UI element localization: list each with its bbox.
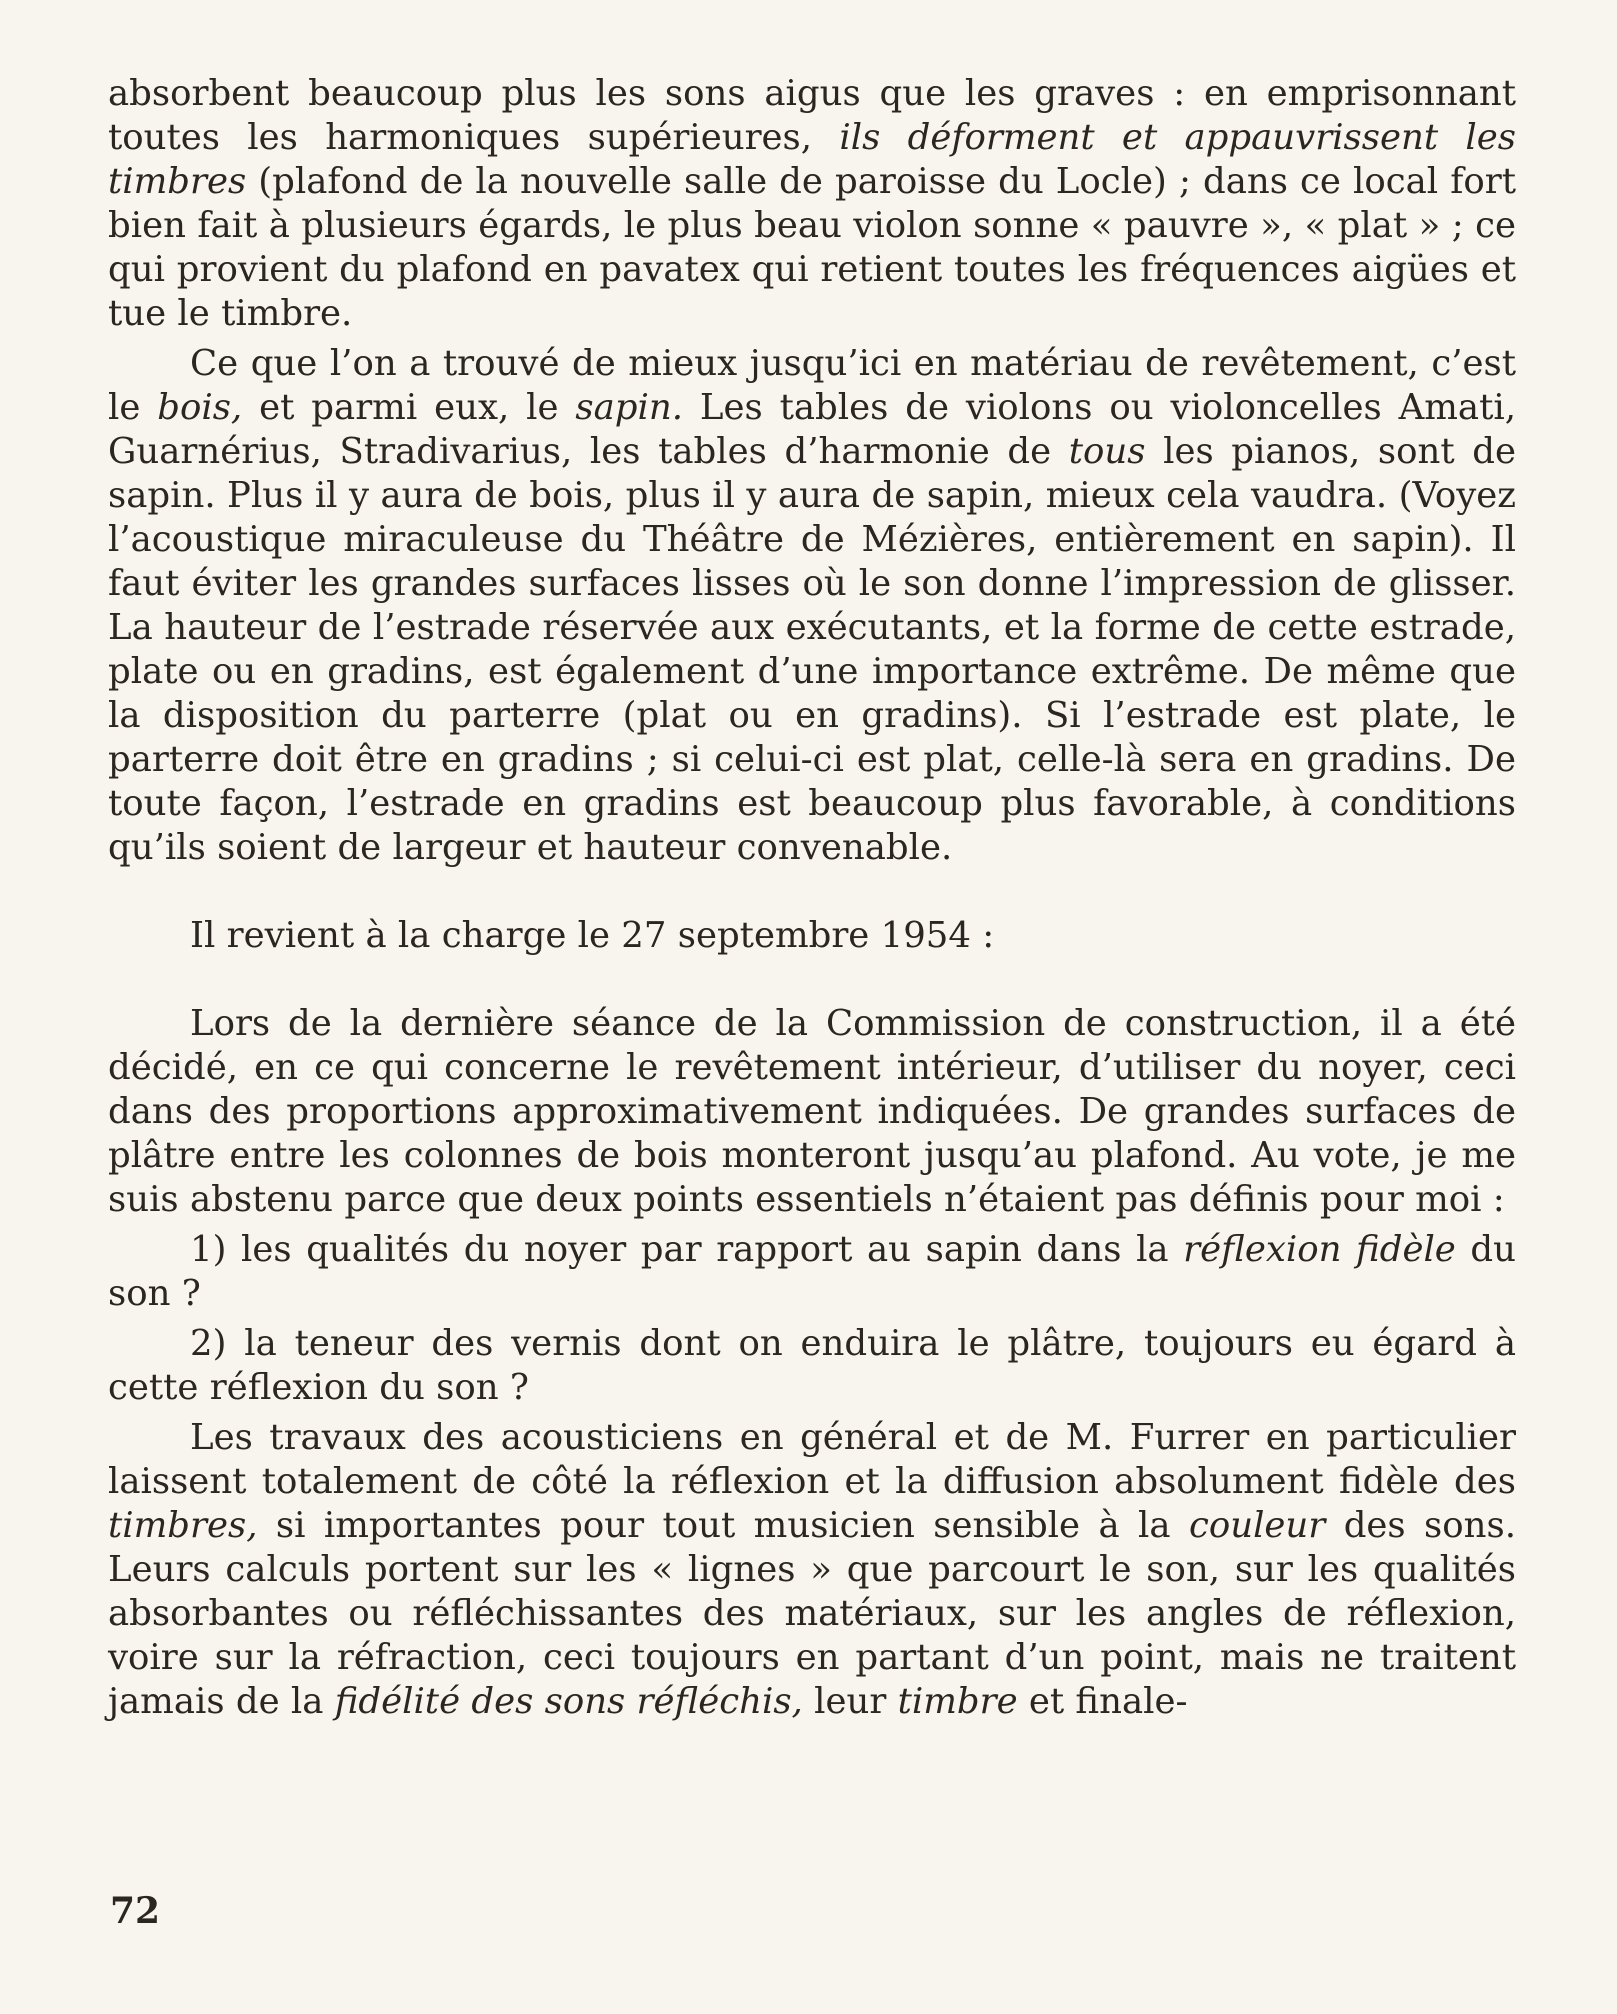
text-run: Il revient à la charge le 27 septembre 1954 : — [190, 915, 995, 956]
text-run: du son ? — [108, 1229, 1516, 1314]
italic-text-run: tous — [1068, 431, 1146, 472]
paragraph-p3 — [108, 914, 1516, 958]
text-run: si importantes pour tout musicien sensible à la — [257, 1505, 1189, 1546]
italic-text-run: timbre — [897, 1681, 1018, 1722]
paragraph-p1 — [108, 72, 1516, 336]
paragraph-p2 — [108, 342, 1516, 870]
text-run: Les tables de violons ou violoncelles Amati, Guarnérius, Stradivarius, les tables d’harmonie de — [108, 387, 1516, 472]
text-run: (plafond de la nouvelle salle de paroisse du Locle) ; dans ce local fort bien fait à plusieurs égards, le plus beau violon sonne « pauvre », « plat » ; ce qui provient du plafond en pavatex qui retient toutes les fréquences aigües et tue le timbre. — [108, 161, 1516, 334]
text-run: Les travaux des acousticiens en général et de M. Furrer en particulier laissent totalement de côté la réflexion et la diffusion absolument fidèle des — [108, 1417, 1516, 1502]
text-run: absorbent beaucoup plus les sons aigus que les graves : en emprisonnant toutes les harmoniques supérieures, — [108, 73, 1516, 158]
text-run: les pianos, sont de sapin. Plus il y aura de bois, plus il y aura de sapin, mieux cela vaudra. (Voyez l’acoustique miraculeuse du Théâtre de Mézières, entièrement en sapin). Il faut éviter les grandes surfaces lisses où le son donne l’impression de glisser. La hauteur de l’estrade réservée aux exécutants, et la forme de cette estrade, plate ou en gradins, est également d’une importance extrême. De même que la disposition du parterre (plat ou en gradins). Si l’estrade est plate, le parterre doit être en gradins ; si celui-ci est plat, celle-là sera en gradins. De toute façon, l’estrade en gradins est beaucoup plus favorable, à conditions qu’ils soient de largeur et hauteur convenable. — [108, 431, 1517, 868]
italic-text-run: ils déforment et appauvrissent les timbres — [108, 117, 1516, 202]
italic-text-run: timbres, — [108, 1505, 258, 1546]
text-run: 2) la teneur des vernis dont on enduira le plâtre, toujours eu égard à cette réflexion du son ? — [108, 1323, 1516, 1408]
text-run: et finale- — [1017, 1681, 1188, 1722]
italic-text-run: réflexion fidèle — [1183, 1229, 1456, 1270]
text-run: et parmi eux, le — [242, 387, 576, 428]
paragraph-p7 — [108, 1416, 1516, 1724]
text-run: des sons. Leurs calculs portent sur les « lignes » que parcourt le son, sur les qualités absorbantes ou réfléchissantes des matériaux, sur les angles de réflexion, voire sur la réfraction, ceci toujours en partant d’un point, mais ne traitent jamais de la — [108, 1505, 1517, 1722]
paragraph-p5 — [108, 1228, 1516, 1316]
text-run: Ce que l’on a trouvé de mieux jusqu’ici en matériau de revêtement, c’est le — [108, 343, 1516, 428]
page-number: 72 — [110, 1890, 161, 1932]
paragraph-p6 — [108, 1322, 1516, 1410]
text-run: 1) les qualités du noyer par rapport au sapin dans la — [190, 1229, 1184, 1270]
italic-text-run: bois, — [157, 387, 243, 428]
page-body — [108, 72, 1516, 1724]
text-run: leur — [802, 1681, 898, 1722]
italic-text-run: fidélité des sons réfléchis, — [334, 1681, 803, 1722]
italic-text-run: sapin. — [575, 387, 684, 428]
italic-text-run: couleur — [1188, 1505, 1326, 1546]
paragraph-p4 — [108, 1002, 1516, 1222]
text-run: Lors de la dernière séance de la Commission de construction, il a été décidé, en ce qui concerne le revêtement intérieur, d’utiliser du noyer, ceci dans des proportions approximativement indiquées. De grandes surfaces de plâtre entre les colonnes de bois monteront jusqu’au plafond. Au vote, je me suis abstenu parce que deux points essentiels n’étaient pas définis pour moi : — [108, 1003, 1516, 1220]
